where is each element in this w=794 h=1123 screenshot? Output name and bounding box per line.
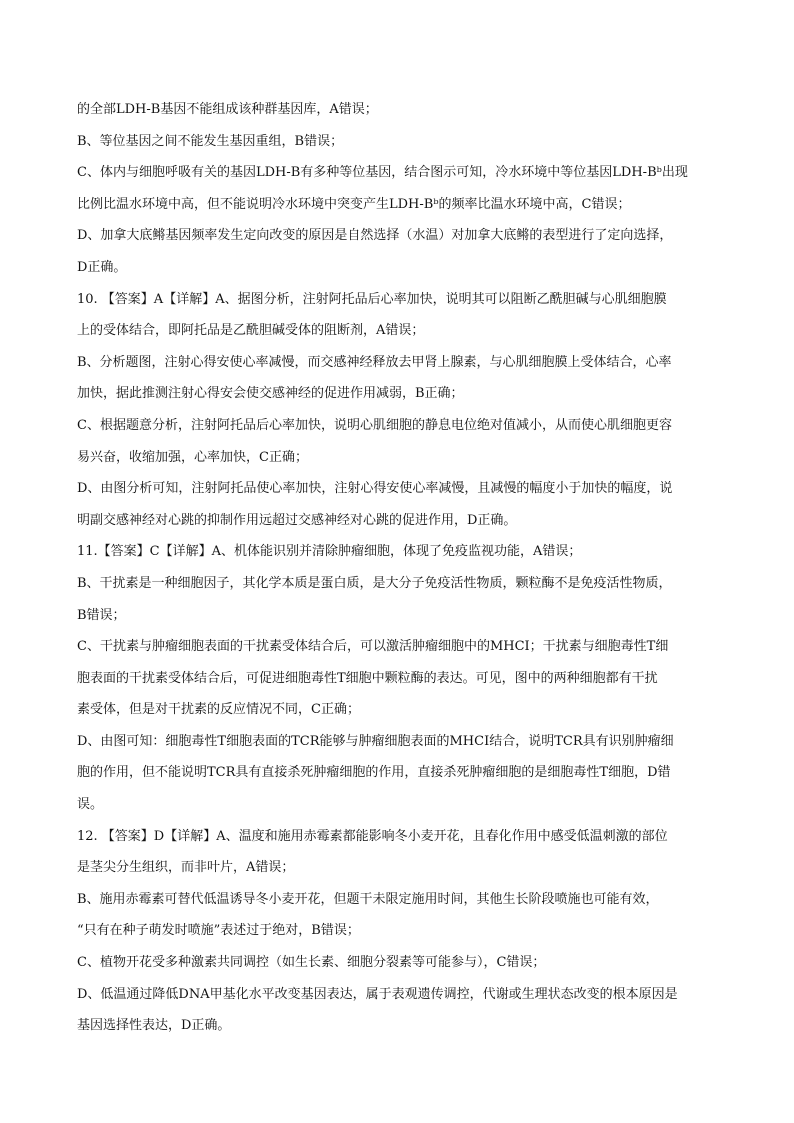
text-line: 是茎尖分生组织，而非叶片，A错误； (77, 860, 295, 876)
text-line: 误。 (77, 797, 104, 813)
text-line: B、分析题图，注射心得安使心率减慢，而交感神经释放去甲肾上腺素，与心肌细胞膜上受体结合，心率 (77, 354, 672, 370)
text-line: 明副交感神经对心跳的抑制作用远超过交感神经对心跳的促进作用，D正确。 (77, 512, 517, 528)
text-line: D、由图分析可知，注射阿托品使心率加快，注射心得安使心率减慢，且减慢的幅度小于加快的幅度，说 (77, 481, 673, 497)
text-line: 10. 【答案】A【详解】A、据图分析，注射阿托品后心率加快，说明其可以阻断乙酰胆碱与心肌细胞膜 (77, 291, 667, 307)
text-line: B、等位基因之间不能发生基因重组，B错误； (77, 133, 344, 149)
text-line: 素受体，但是对干扰素的反应情况不同，C正确； (77, 702, 360, 718)
text-line: B、干扰素是一种细胞因子，其化学本质是蛋白质，是大分子免疫活性物质，颗粒酶不是免疫活性物质， (77, 575, 672, 591)
text-line: B错误； (77, 607, 126, 623)
text-line: 胞的作用，但不能说明TCR具有直接杀死肿瘤细胞的作用，直接杀死肿瘤细胞的是细胞毒性T细胞，D错 (77, 765, 671, 781)
text-line: C、干扰素与肿瘤细胞表面的干扰素受体结合后，可以激活肿瘤细胞中的MHCⅠ；干扰素与细胞毒性T细 (77, 639, 669, 655)
text-line: 11.【答案】C【详解】A、机体能识别并清除肿瘤细胞，体现了免疫监视功能，A错误； (77, 544, 582, 560)
text-line: 比例比温水环境中高，但不能说明冷水环境中突变产生LDH-Bᵇ的频率比温水环境中高，C错误； (77, 196, 631, 212)
text-line: D、由图可知：细胞毒性T细胞表面的TCR能够与肿瘤细胞表面的MHCⅠ结合，说明TCR具有识别肿瘤细 (77, 733, 674, 749)
text-line: 加快，据此推测注射心得安会使交感神经的促进作用减弱，B正确； (77, 386, 464, 402)
text-line: 基因选择性表达，D正确。 (77, 1018, 231, 1034)
text-line: C、根据题意分析，注射阿托品后心率加快，说明心肌细胞的静息电位绝对值减小，从而使心肌细胞更容 (77, 417, 672, 433)
text-line: D正确。 (77, 259, 127, 275)
text-line: D、加拿大底鳉基因频率发生定向改变的原因是自然选择（水温）对加拿大底鳉的表型进行了定向选择， (77, 228, 673, 244)
text-line: C、体内与细胞呼吸有关的基因LDH-B有多种等位基因，结合图示可知，冷水环境中等位基因LDH-Bᵇ出现 (77, 165, 688, 181)
text-line: 上的受体结合，即阿托品是乙酰胆碱受体的阻断剂，A错误； (77, 323, 425, 339)
text-line: 12. 【答案】D【详解】A、温度和施用赤霉素都能影响冬小麦开花，且春化作用中感受低温刺激的部位 (77, 828, 668, 844)
text-line: C、植物开花受多种激素共同调控（如生长素、细胞分裂素等可能参与），C错误； (77, 955, 546, 971)
text-line: “只有在种子萌发时喷施”表述过于绝对，B错误； (77, 923, 360, 939)
text-line: D、低温通过降低DNA甲基化水平改变基因表达，属于表观遗传调控，代谢或生理状态改变的根本原因是 (77, 986, 678, 1002)
text-line: 胞表面的干扰素受体结合后，可促进细胞毒性T细胞中颗粒酶的表达。可见，图中的两种细胞都有干扰 (77, 670, 658, 686)
text-line: 易兴奋，收缩加强，心率加快，C正确； (77, 449, 308, 465)
text-line: 的全部LDH-B基因不能组成该种群基因库，A错误； (77, 102, 378, 117)
text-line: B、施用赤霉素可替代低温诱导冬小麦开花，但题干未限定施用时间，其他生长阶段喷施也可能有效， (77, 891, 659, 907)
